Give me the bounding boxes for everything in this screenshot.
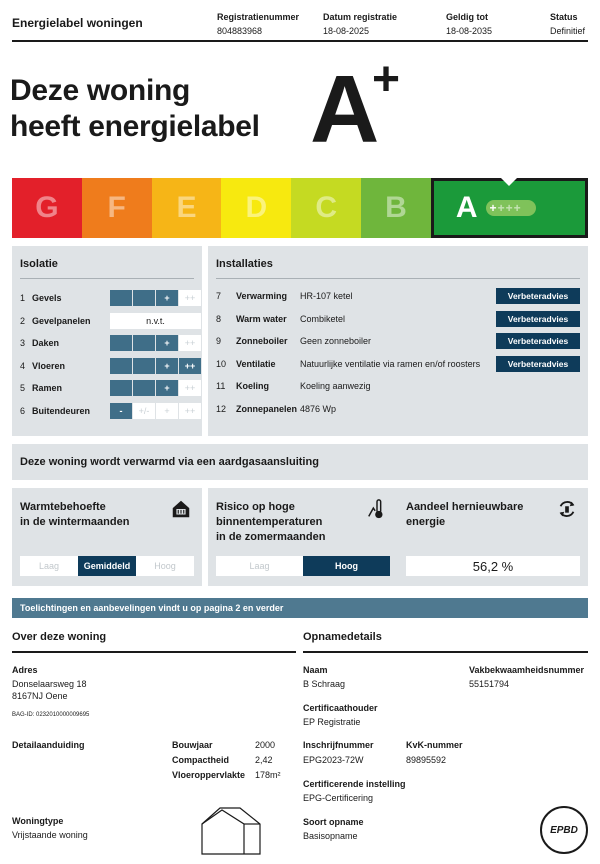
card-title: Aandeel hernieuwbare energie <box>406 501 524 528</box>
scale-letter: F <box>107 191 126 224</box>
rating-bars <box>110 335 202 351</box>
bouwjaar-label: Bouwjaar <box>172 740 213 750</box>
scale-option-laag: Laag <box>216 556 303 576</box>
row-label: Verwarming <box>236 291 288 301</box>
woningtype-value: Vrijstaande woning <box>12 830 88 840</box>
row-value: Geen zonneboiler <box>300 336 372 347</box>
rating-bar: ++ <box>179 403 201 419</box>
document-title: Energielabel woningen <box>12 16 143 30</box>
installaties-panel <box>208 246 588 436</box>
installaties-title: Installaties <box>216 258 273 270</box>
installatie-row <box>216 401 580 417</box>
scale-segment-a <box>431 178 588 238</box>
rating-bar: ++ <box>179 335 201 351</box>
row-number: 5 <box>20 383 26 393</box>
soort-value: Basisopname <box>303 831 358 841</box>
renewable-cycle-icon <box>556 498 578 520</box>
row-label: Warm water <box>236 313 287 324</box>
row-label: Ramen <box>32 383 63 393</box>
geldig-tot: Geldig tot 18-08-2035 <box>446 12 493 36</box>
scale-option-hoog: Hoog <box>303 556 390 576</box>
compactheid-label: Compactheid <box>172 755 230 765</box>
installatie-row <box>216 356 580 372</box>
isolatie-row <box>20 403 194 419</box>
row-label: Daken <box>32 338 60 348</box>
verbeteradvies-button[interactable]: Verbeteradvies <box>496 333 580 349</box>
scale-option-laag: Laag <box>20 556 78 576</box>
adres-line1: Donselaarsweg 18 <box>12 679 87 689</box>
rating-bar <box>133 380 155 396</box>
scale-letter: C <box>315 191 337 224</box>
rating-bar: + <box>156 335 178 351</box>
row-number: 6 <box>20 405 26 416</box>
scale-letter: E <box>176 191 197 224</box>
row-number: 1 <box>20 293 26 303</box>
instelling-value: EPG-Certificering <box>303 793 374 803</box>
row-value: Combiketel <box>300 313 346 324</box>
divider <box>12 651 296 653</box>
divider <box>216 278 580 279</box>
rating-bar: +/- <box>133 403 155 419</box>
divider <box>303 651 588 653</box>
scale-letter: B <box>385 191 407 224</box>
epbd-logo: EPBD <box>540 806 588 854</box>
inschrijfnummer-label: Inschrijfnummer <box>303 740 374 750</box>
vloeroppervlakte-value: 178m² <box>255 770 281 780</box>
rating-bar: ++ <box>179 290 201 306</box>
scale-letter: G <box>35 191 59 224</box>
row-number: 10 <box>216 358 227 369</box>
isolatie-row <box>20 290 194 306</box>
rating-bar <box>110 335 132 351</box>
row-number: 8 <box>216 313 222 324</box>
scale-letter: D <box>245 191 268 224</box>
scale-segment-d <box>221 178 291 238</box>
instelling-label: Certificerende instelling <box>303 779 406 789</box>
rating-bar: + <box>156 403 178 419</box>
rating-bar: ++ <box>179 380 201 396</box>
scale-option-gemiddeld: Gemiddeld <box>78 556 136 576</box>
warmtebehoefte-scale <box>20 556 194 576</box>
info-banner: Toelichtingen en aanbevelingen vindt u op pagina 2 en verder <box>12 598 588 618</box>
woningtype-label: Woningtype <box>12 816 64 826</box>
verbeteradvies-button[interactable]: Verbeteradvies <box>496 356 580 372</box>
row-label: Gevelpanelen <box>32 315 91 326</box>
row-value: 4876 Wp <box>300 404 337 414</box>
kvk-value: 89895592 <box>406 755 447 765</box>
verbeteradvies-button[interactable]: Verbeteradvies <box>496 311 580 327</box>
energy-grade-plus: + <box>372 53 401 106</box>
card-title: Warmtebehoefte in de wintermaanden <box>20 501 130 528</box>
rating-bar <box>110 380 132 396</box>
row-value: Koeling aanwezig <box>300 381 371 392</box>
vloeroppervlakte-label: Vloeroppervlakte <box>172 770 246 780</box>
row-value: HR-107 ketel <box>300 291 353 301</box>
scale-segment-c <box>291 178 361 238</box>
inschrijfnummer-value: EPG2023-72W <box>303 755 364 765</box>
vakbekwaamheid-value: 55151794 <box>469 679 510 689</box>
row-label: Zonneboiler <box>236 336 288 347</box>
rating-bars <box>110 313 202 329</box>
installatie-row <box>216 288 580 304</box>
bag-id: BAG-ID: 0232010000009695 <box>12 712 90 718</box>
status: Status Definitief <box>550 12 586 36</box>
card-title: Risico op hoge binnentemperaturen in de zomermaanden <box>216 501 326 543</box>
adres-line2: 8167NJ Oene <box>12 691 68 701</box>
row-number: 7 <box>216 291 222 301</box>
row-label: Vloeren <box>32 360 66 371</box>
vakbekwaamheid-label: Vakbekwaamheidsnummer <box>469 665 585 675</box>
isolatie-panel <box>12 246 202 436</box>
row-number: 11 <box>216 381 226 392</box>
selected-marker <box>501 178 517 186</box>
registratienummer: Registratienummer 804883968 <box>217 12 300 36</box>
headline <box>10 73 260 145</box>
isolatie-row <box>20 313 194 329</box>
warmtebehoefte-card <box>12 488 202 586</box>
row-label: Gevels <box>32 293 62 303</box>
datum-registratie: Datum registratie 18-08-2025 <box>323 12 398 36</box>
document-header <box>12 8 588 42</box>
over-title: Over deze woning <box>12 631 107 643</box>
naam-value: B Schraag <box>303 679 346 689</box>
row-label: Buitendeuren <box>32 405 91 416</box>
rating-bar <box>133 290 155 306</box>
rating-bar <box>133 335 155 351</box>
compactheid-value: 2,42 <box>255 755 273 765</box>
rating-bar <box>110 358 132 374</box>
naam-label: Naam <box>303 665 328 675</box>
thermometer-icon <box>366 498 388 520</box>
rating-bar: + <box>156 290 178 306</box>
headline-line2: heeft energielabel <box>10 110 260 143</box>
scale-segment-e <box>152 178 222 238</box>
installatie-row <box>216 378 580 394</box>
installatie-row <box>216 311 580 327</box>
aandeel-card <box>398 488 588 586</box>
detail-label: Detailaanduiding <box>12 740 85 750</box>
row-number: 9 <box>216 336 222 347</box>
row-number: 4 <box>20 360 26 371</box>
certificaathouder-value: EP Registratie <box>303 717 361 727</box>
risico-card <box>208 488 398 586</box>
energy-grade: A <box>310 56 376 163</box>
row-label: Koeling <box>236 381 269 392</box>
rating-bars <box>110 290 202 306</box>
bouwjaar-value: 2000 <box>255 740 276 750</box>
aandeel-value: 56,2 % <box>406 556 580 576</box>
kvk-label: KvK-nummer <box>406 740 463 750</box>
scale-segment-f <box>82 178 152 238</box>
isolatie-row <box>20 358 194 374</box>
scale-segment-g <box>12 178 82 238</box>
adres-label: Adres <box>12 665 38 675</box>
scale-segment-b <box>361 178 431 238</box>
house-heat-icon <box>170 498 192 520</box>
rating-bars <box>110 358 202 374</box>
isolatie-row <box>20 335 194 351</box>
isolatie-row <box>20 380 194 396</box>
rating-bar: - <box>110 403 132 419</box>
not-applicable: n.v.t. <box>110 313 201 329</box>
isolatie-title: Isolatie <box>20 258 58 270</box>
divider <box>20 278 194 279</box>
scale-option-hoog: Hoog <box>136 556 194 576</box>
house-outline-icon <box>200 804 264 856</box>
row-number: 3 <box>20 338 26 348</box>
rating-bar <box>110 290 132 306</box>
rating-bar <box>133 358 155 374</box>
risico-scale <box>216 556 390 576</box>
plus-on: + <box>489 201 498 215</box>
certificaathouder-label: Certificaathouder <box>303 703 378 713</box>
row-number: 2 <box>20 315 26 326</box>
opname-title: Opnamedetails <box>303 631 382 643</box>
rating-bars <box>110 403 202 419</box>
row-number: 12 <box>216 404 227 414</box>
row-label: Ventilatie <box>236 358 276 369</box>
rating-bar: + <box>156 358 178 374</box>
rating-bars <box>110 380 202 396</box>
installatie-row <box>216 333 580 349</box>
headline-line1: Deze woning <box>10 74 191 107</box>
soort-label: Soort opname <box>303 817 364 827</box>
row-value: Natuurlijke ventilatie via ramen en/of roosters <box>300 358 481 369</box>
rating-bar: + <box>156 380 178 396</box>
energy-label-scale <box>12 178 588 238</box>
plus-off: +++ <box>497 201 522 215</box>
plus-indicator <box>486 200 536 216</box>
verwarming-strip: Deze woning wordt verwarmd via een aardgasaansluiting <box>12 444 588 480</box>
rating-bar: ++ <box>179 358 201 374</box>
verbeteradvies-button[interactable]: Verbeteradvies <box>496 288 580 304</box>
scale-letter: A <box>455 191 478 224</box>
row-label: Zonnepanelen <box>236 404 298 414</box>
